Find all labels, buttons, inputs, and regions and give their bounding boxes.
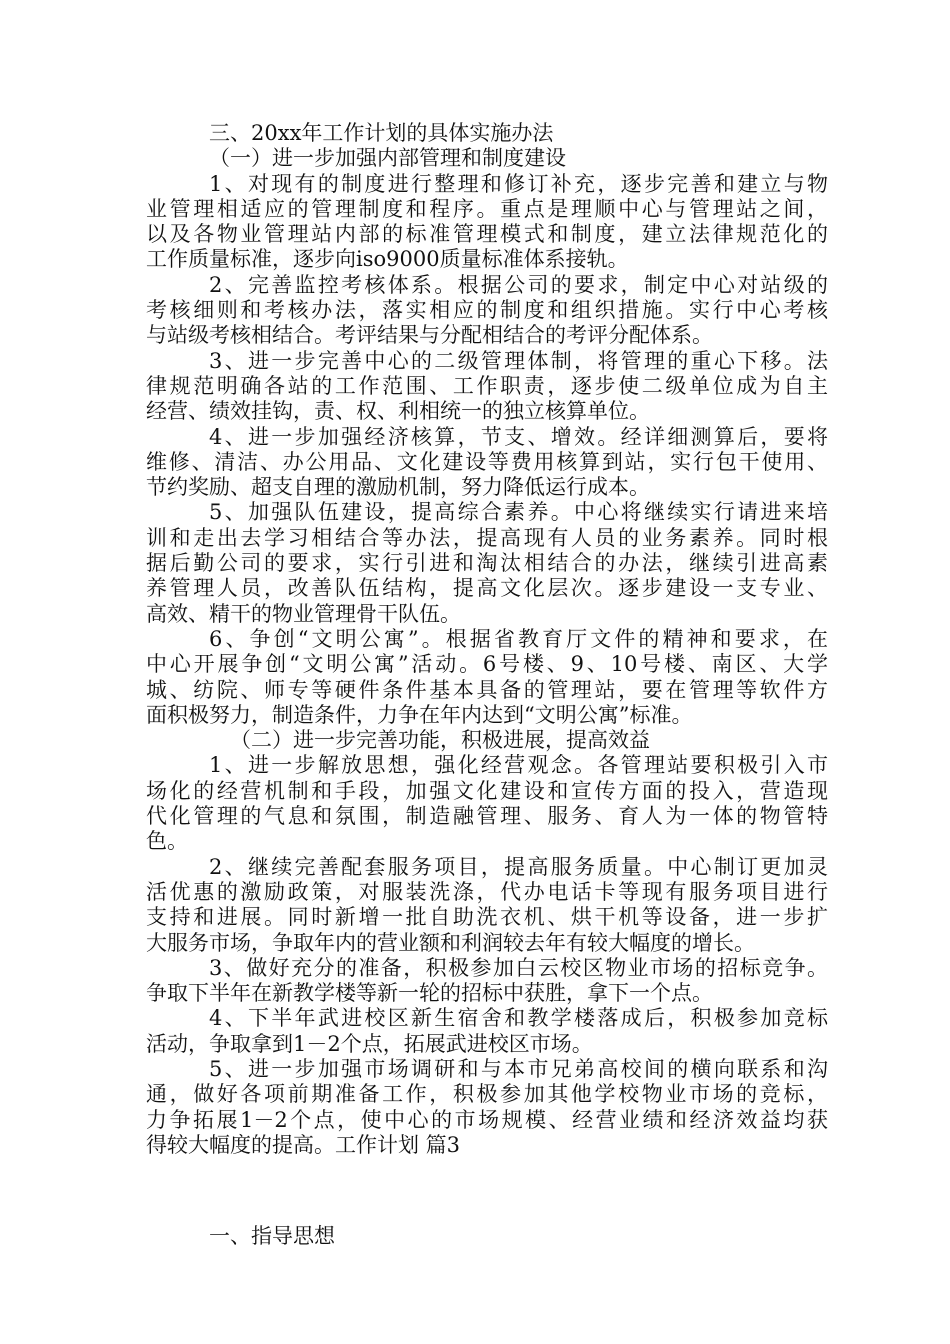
paragraph-line: 争取下半年在新教学楼等新一轮的招标中获胜，拿下一个点。: [146, 981, 713, 1006]
paragraph-line: 面积极努力，制造条件，力争在年内达到“文明公寓”标准。: [146, 702, 693, 727]
paragraph-line: 活优惠的激励政策，对服装洗涤，代办电话卡等现有服务项目进行: [146, 879, 828, 904]
paragraph-line: 律规范明确各站的工作范围、工作职责，逐步使二级单位成为自主: [146, 373, 828, 398]
paragraph-line: 通，做好各项前期准备工作，积极参加其他学校物业市场的竞标，: [146, 1082, 828, 1107]
paragraph-line: 节约奖励、超支自理的激励机制，努力降低运行成本。: [146, 475, 650, 500]
subsection-heading: （一）进一步加强内部管理和制度建设: [209, 146, 566, 171]
paragraph-line: 业管理相适应的管理制度和程序。重点是理顺中心与管理站之间，: [146, 196, 828, 221]
paragraph-line: 支持和进展。同时新增一批自助洗衣机、烘干机等设备，进一步扩: [146, 905, 828, 930]
paragraph-line: 色。: [146, 829, 188, 854]
paragraph-line: 高效、精干的物业管理骨干队伍。: [146, 601, 461, 626]
subsection-heading: （二）进一步完善功能，积极进展，提高效益: [230, 728, 650, 753]
paragraph-line: 2、完善监控考核体系。根据公司的要求，制定中心对站级的: [209, 272, 828, 297]
paragraph-line: 得较大幅度的提高。工作计划 篇3: [146, 1132, 461, 1157]
document-body: [146, 121, 828, 1249]
paragraph-line: 据后勤公司的要求，实行引进和淘汰相结合的办法，继续引进高素: [146, 551, 828, 576]
paragraph-line: 代化管理的气息和氛围，制造融管理、服务、育人为一体的物管特: [146, 804, 828, 829]
paragraph-line: 与站级考核相结合。考评结果与分配相结合的考评分配体系。: [146, 323, 713, 348]
paragraph-line: 2、继续完善配套服务项目，提高服务质量。中心制订更加灵: [209, 854, 828, 879]
paragraph-line: 5、加强队伍建设，提高综合素养。中心将继续实行请进来培: [209, 500, 828, 525]
paragraph-line: 考核细则和考核办法，落实相应的制度和组织措施。实行中心考核: [146, 298, 828, 323]
paragraph-line: 中心开展争创“文明公寓”活动。6号楼、9、10号楼、南区、大学: [146, 652, 828, 677]
paragraph-line: 维修、清洁、办公用品、文化建设等费用核算到站，实行包干使用、: [146, 449, 828, 474]
section-heading: 三、20xx年工作计划的具体实施办法: [209, 121, 554, 145]
paragraph-line: 3、做好充分的准备，积极参加白云校区物业市场的招标竞争。: [209, 955, 828, 980]
paragraph-line: 5、进一步加强市场调研和与本市兄弟高校间的横向联系和沟: [209, 1056, 828, 1081]
paragraph-line: 养管理人员，改善队伍结构，提高文化层次。逐步建设一支专业、: [146, 576, 828, 601]
paragraph-line: 4、下半年武进校区新生宿舍和教学楼落成后，积极参加竞标: [209, 1006, 828, 1031]
paragraph-line: 城、纺院、师专等硬件条件基本具备的管理站，要在管理等软件方: [146, 677, 828, 702]
paragraph-line: 活动，争取拿到1－2个点，拓展武进校区市场。: [146, 1031, 593, 1056]
paragraph-line: 3、进一步完善中心的二级管理体制，将管理的重心下移。法: [209, 348, 828, 373]
section-spacer: [146, 1158, 828, 1224]
paragraph-line: 以及各物业管理站内部的标准管理模式和制度，建立法律规范化的: [146, 222, 828, 247]
paragraph-line: 工作质量标准，逐步向iso9000质量标准体系接轨。: [146, 247, 629, 272]
paragraph-line: 经营、绩效挂钩，责、权、利相统一的独立核算单位。: [146, 399, 650, 424]
paragraph-line: 力争拓展1－2个点，使中心的市场规模、经营业绩和经济效益均获: [146, 1107, 828, 1132]
section-heading: 一、指导思想: [209, 1224, 335, 1249]
paragraph-line: 6、争创“文明公寓”。根据省教育厅文件的精神和要求，在: [209, 626, 828, 651]
paragraph-line: 大服务市场，争取年内的营业额和利润较去年有较大幅度的增长。: [146, 930, 755, 955]
paragraph-line: 训和走出去学习相结合等办法，提高现有人员的业务素养。同时根: [146, 525, 828, 550]
paragraph-line: 1、进一步解放思想，强化经营观念。各管理站要积极引入市: [209, 753, 828, 778]
paragraph-line: 1、对现有的制度进行整理和修订补充，逐步完善和建立与物: [209, 171, 828, 196]
paragraph-line: 4、进一步加强经济核算，节支、增效。经详细测算后，要将: [209, 424, 828, 449]
paragraph-line: 场化的经营机制和手段，加强文化建设和宣传方面的投入，营造现: [146, 778, 828, 803]
